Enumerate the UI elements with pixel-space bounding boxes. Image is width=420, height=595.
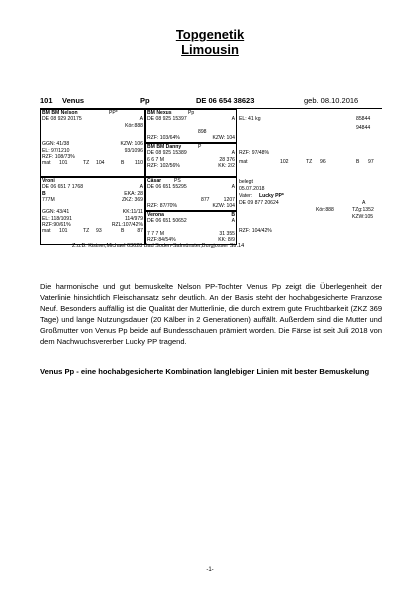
cell-id: DE 08 925 15397: [147, 116, 187, 123]
cell-id: DE 06 651 55295: [147, 184, 187, 191]
cell-el2: 93/1096: [124, 147, 143, 154]
el-weight: EL: 41 kg: [239, 116, 261, 122]
cell-b-label: B: [121, 228, 125, 235]
cell-rating: 7 7 7 M: [147, 230, 164, 237]
animal-number: 101: [40, 96, 53, 105]
cell-number: 877: [201, 196, 210, 203]
cell-el: EL: 118/1091: [42, 215, 72, 222]
breeder-footnote: Z.u.B: Kistner,Michael 63628 Bad Soden-Salmünster,Burgjosser Str.14: [72, 243, 245, 249]
cell-kzw: KZW: 106: [120, 141, 143, 148]
pedigree-cell-dam-sire: [145, 177, 237, 211]
cell-rzf: RZF: 102/56%: [147, 162, 180, 169]
right-tz-label: TZ: [306, 159, 313, 165]
cell-id: DE 08 925 15389: [147, 150, 187, 157]
cell-tz-label: TZ: [83, 160, 90, 167]
cell-id: DE 06 651 50652: [147, 218, 187, 225]
description-paragraph: Die harmonische und gut bemuskelte Nelson PP-Tochter Venus Pp zeigt die Überlegenheit der Vaterlinie hinsichtlich Fleischansatz sehr deutlich. An der Basis steht der hochabgesicherte Franzose Neuf. Besonders auffällig ist die Qualität der Mutterlinie, die durch extrem gute Fruchtbarkeit (ZKZ 369 Tage) und lange Nutzungsdauer (20 Kälber in 2 Generationen) auffällt. Außerdem sind die Mutter und Großmutter von Venus Pp beide auf Bundesschauen prämiert worden. Die Färse ist seit Juli 2018 von dem Nachwuchsvererber Lucky PP tragend.: [40, 282, 382, 346]
right-b-label: B: [356, 159, 360, 165]
cell-kk: KK: 8/9: [218, 237, 235, 244]
right-mat-value: 102: [280, 159, 289, 165]
cell-number: 28 376: [219, 156, 235, 163]
animal-header: [40, 96, 382, 108]
cell-grade: A: [231, 218, 235, 225]
animal-suffix: Pp: [140, 96, 150, 105]
cell-mat-value: 101: [59, 160, 68, 167]
cell-rzl: RZL:107/42%: [111, 222, 143, 229]
cell-el: EL: 97/1210: [42, 147, 70, 154]
bred-date: 05.07.2018: [239, 186, 265, 192]
cell-mat-value: 101: [59, 228, 68, 235]
cell-kzw: KZW: 104: [212, 203, 235, 210]
cell-rzf: RZF:84/54%: [147, 237, 176, 244]
cell-zkz: ZKZ: 369: [122, 196, 143, 203]
pedigree-cell-granddam-sire: [145, 143, 237, 177]
cell-rzf: RZF: 108/73%: [42, 154, 75, 161]
service-sire-name: Lucky PP*: [259, 193, 284, 199]
service-sire-kor: Kör:888: [316, 207, 334, 213]
right-rzf: RZF: 97/48%: [239, 150, 270, 156]
service-sire-grade: A: [362, 200, 366, 206]
cell-tz-value: 93: [96, 228, 102, 235]
title-line-1: Topgenetik: [175, 27, 245, 42]
birth-date: geb. 08.10.2016: [304, 96, 359, 105]
cell-rzf: RZF:90/61%: [42, 222, 71, 229]
cell-grade: A: [139, 184, 143, 191]
cell-name: Vroni: [42, 178, 55, 184]
pedigree-cell-grandsire: [145, 109, 237, 143]
bred-label: belegt: [239, 179, 253, 185]
cell-b-value: 110: [134, 160, 143, 167]
cell-tz-value: 104: [96, 160, 105, 167]
cell-kk: KK:11/11: [122, 209, 143, 216]
cell-class: B: [231, 212, 235, 218]
cell-grade: A: [231, 184, 235, 191]
cell-rating: 777M: [42, 196, 55, 203]
cell-gene: PP*: [109, 110, 118, 116]
cell-rating: 6 6 7 M: [147, 156, 164, 163]
title-line-2: Limousin: [181, 42, 239, 57]
cell-name: Verona: [147, 212, 164, 218]
cell-mat-label: mat: [42, 228, 51, 235]
cell-gene: Pp: [188, 110, 195, 116]
cell-id: DE 08 929 20175: [42, 116, 82, 123]
right-mat-label: mat: [239, 159, 248, 165]
right-number-1: 85844: [356, 116, 371, 122]
service-sire-kzw: KZW:105: [352, 214, 374, 220]
cell-name: BM Nexus: [147, 110, 172, 116]
cell-ggn: GGN: 41/38: [42, 141, 70, 148]
cell-mat-label: mat: [42, 160, 51, 167]
cell-gene: P: [198, 144, 202, 150]
pedigree-cell-dam: [40, 177, 145, 245]
pedigree-table: [40, 108, 382, 258]
service-sire-label: Vater:: [239, 193, 253, 199]
cell-tz-label: TZ: [83, 228, 90, 235]
cell-grade: A: [139, 116, 143, 123]
cell-rzf: RZF: 87/70%: [147, 203, 178, 210]
service-sire-rzf: RZF: 104/42%: [239, 228, 272, 234]
cell-class: B: [42, 190, 46, 197]
summary-text: Venus Pp - eine hochabgesicherte Kombination langlebiger Linien mit bester Bemuskelung: [40, 367, 370, 376]
cell-number-2: 1207: [223, 196, 235, 203]
service-sire-tzg: TZg:1352: [352, 207, 374, 213]
pedigree-cell-dam-dam: [145, 211, 237, 245]
cell-id: DE 06 651 7 1768: [42, 184, 84, 191]
cell-rzf: RZF: 103/64%: [147, 135, 180, 142]
cell-ggn: GGN: 43/41: [42, 209, 70, 216]
cell-kor: Kör:888: [125, 122, 143, 129]
cell-eka: EKA: 28: [124, 190, 143, 197]
cell-number: 31 355: [219, 230, 235, 237]
animal-id: DE 06 654 38623: [196, 96, 255, 105]
cell-number: 898: [198, 128, 207, 135]
cell-kk: KK: 2/2: [218, 162, 235, 169]
right-b-value: 97: [368, 159, 374, 165]
cell-grade: A: [231, 150, 235, 157]
cell-grade: A: [231, 116, 235, 123]
cell-name: BM BM Danny: [147, 144, 182, 150]
cell-gene: PS: [174, 178, 181, 184]
animal-name: Venus: [62, 96, 85, 105]
right-number-2: 94844: [356, 125, 371, 131]
cell-b-value: 87: [137, 228, 143, 235]
cell-el2: 114/979: [124, 215, 143, 222]
cell-b-label: B: [121, 160, 125, 167]
page-number: -1-: [206, 567, 214, 573]
cell-kzw: KZW: 104: [212, 135, 235, 142]
cell-name: Cäsar: [147, 178, 162, 184]
pedigree-cell-sire: [40, 109, 145, 177]
service-sire-id: DE 09 877 20624: [239, 200, 279, 206]
cell-name: BM BM Nelson: [42, 110, 78, 116]
right-tz-value: 96: [320, 159, 326, 165]
